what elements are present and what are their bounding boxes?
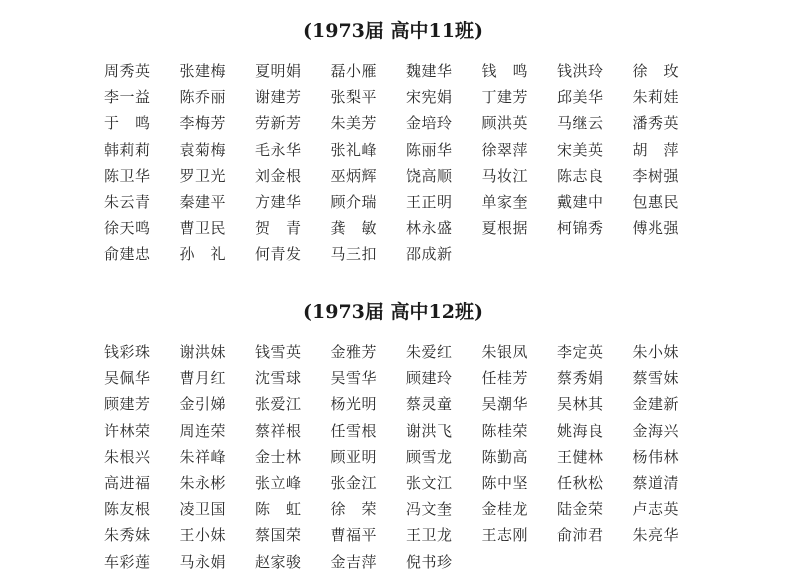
student-name: 刘金根 bbox=[255, 166, 302, 185]
student-name: 朱爱红 bbox=[406, 343, 453, 361]
student-name: 贺 青 bbox=[255, 219, 302, 238]
student-name: 朱亮华 bbox=[632, 526, 680, 545]
student-name: 朱小妹 bbox=[632, 343, 680, 361]
student-name: 潘秀英 bbox=[632, 114, 680, 133]
student-name: 高进福 bbox=[104, 473, 151, 492]
student-name: 凌卫国 bbox=[179, 500, 227, 519]
class-11-title: (1973届 高中11班) bbox=[303, 20, 483, 42]
student-name: 金吉萍 bbox=[330, 552, 378, 571]
student-name: 王志刚 bbox=[481, 526, 529, 545]
student-name: 吴佩华 bbox=[104, 369, 151, 388]
student-name: 韩莉莉 bbox=[104, 140, 151, 159]
student-name: 顾雪龙 bbox=[406, 447, 453, 466]
student-name: 陈 虹 bbox=[255, 500, 302, 519]
student-name: 吴林其 bbox=[557, 395, 604, 414]
student-name: 张建梅 bbox=[179, 62, 227, 80]
student-name: 周连荣 bbox=[179, 421, 227, 440]
student-name: 金士林 bbox=[255, 447, 302, 466]
student-name: 陈卫华 bbox=[104, 166, 151, 185]
student-name: 宋宪娟 bbox=[406, 88, 453, 107]
student-name: 马三扣 bbox=[330, 245, 378, 264]
student-name: 俞沛君 bbox=[557, 526, 604, 545]
student-name: 傅兆强 bbox=[632, 219, 680, 238]
student-name: 陈乔丽 bbox=[179, 88, 227, 107]
class-11-name-grid bbox=[104, 58, 708, 268]
student-name: 金海兴 bbox=[632, 421, 680, 440]
student-name: 张立峰 bbox=[255, 473, 302, 492]
student-name: 俞建忠 bbox=[104, 245, 151, 264]
student-name: 杨伟林 bbox=[632, 447, 680, 466]
student-name: 任秋松 bbox=[557, 473, 604, 492]
student-name: 金桂龙 bbox=[481, 500, 529, 519]
student-name: 巫炳辉 bbox=[330, 166, 378, 185]
student-name: 车彩莲 bbox=[104, 552, 151, 571]
student-name: 倪书珍 bbox=[406, 552, 453, 571]
student-name: 朱莉娃 bbox=[632, 88, 680, 107]
student-name: 曹福平 bbox=[330, 526, 378, 545]
student-name: 任桂芳 bbox=[481, 369, 529, 388]
student-name: 张爱江 bbox=[255, 395, 302, 414]
student-name: 钱 鸣 bbox=[481, 62, 529, 80]
student-name: 陈友根 bbox=[104, 500, 151, 519]
student-name: 宋美英 bbox=[557, 140, 604, 159]
student-name: 何青发 bbox=[255, 245, 302, 264]
student-name: 姚海良 bbox=[557, 421, 604, 440]
student-name: 吴潮华 bbox=[481, 395, 529, 414]
student-name: 顾洪英 bbox=[481, 114, 529, 133]
student-name: 马妆江 bbox=[481, 166, 529, 185]
student-name: 李一益 bbox=[104, 88, 151, 107]
student-name: 李定英 bbox=[557, 343, 604, 361]
student-name: 陈志良 bbox=[557, 166, 604, 185]
student-name: 陆金荣 bbox=[557, 500, 604, 519]
student-name: 张金江 bbox=[330, 473, 378, 492]
student-name: 林永盛 bbox=[406, 219, 453, 238]
student-name: 蔡秀娟 bbox=[557, 369, 604, 388]
student-name: 戴建中 bbox=[557, 192, 604, 211]
student-name: 李梅芳 bbox=[179, 114, 227, 133]
student-name: 徐天鸣 bbox=[104, 219, 151, 238]
student-name: 陈桂荣 bbox=[481, 421, 529, 440]
student-name: 包惠民 bbox=[632, 192, 680, 211]
student-name: 蔡国荣 bbox=[255, 526, 302, 545]
student-name: 曹卫民 bbox=[179, 219, 227, 238]
student-name: 孙 礼 bbox=[179, 245, 227, 264]
student-name: 单家奎 bbox=[481, 192, 529, 211]
student-name: 谢洪飞 bbox=[406, 421, 453, 440]
student-name: 钱雪英 bbox=[255, 343, 302, 361]
student-name: 马继云 bbox=[557, 114, 604, 133]
student-name: 磊小雁 bbox=[330, 62, 378, 80]
student-name: 王正明 bbox=[406, 192, 453, 211]
student-name: 朱银凤 bbox=[481, 343, 529, 361]
student-name: 周秀英 bbox=[104, 62, 151, 80]
student-name: 吴雪华 bbox=[330, 369, 378, 388]
student-name: 邱美华 bbox=[557, 88, 604, 107]
student-name: 谢建芳 bbox=[255, 88, 302, 107]
student-name: 朱永彬 bbox=[179, 473, 227, 492]
student-name: 金引娣 bbox=[179, 395, 227, 414]
student-name: 王卫龙 bbox=[406, 526, 453, 545]
student-name: 沈雪球 bbox=[255, 369, 302, 388]
student-name: 许林荣 bbox=[104, 421, 151, 440]
student-name: 冯文奎 bbox=[406, 500, 453, 519]
student-name: 金建新 bbox=[632, 395, 680, 414]
student-name: 徐 荣 bbox=[330, 500, 378, 519]
student-name: 卢志英 bbox=[632, 500, 680, 519]
student-name: 朱根兴 bbox=[104, 447, 151, 466]
student-name: 陈中坚 bbox=[481, 473, 529, 492]
student-name: 任雪根 bbox=[330, 421, 378, 440]
student-name: 袁菊梅 bbox=[179, 140, 227, 159]
student-name: 马永娟 bbox=[179, 552, 227, 571]
student-name: 魏建华 bbox=[406, 62, 453, 80]
student-name: 蔡祥根 bbox=[255, 421, 302, 440]
student-name: 劳新芳 bbox=[255, 114, 302, 133]
student-name: 杨光明 bbox=[330, 395, 378, 414]
student-name: 柯锦秀 bbox=[557, 219, 604, 238]
student-name: 陈丽华 bbox=[406, 140, 453, 159]
class-12-title: (1973届 高中12班) bbox=[303, 301, 483, 323]
student-name: 顾介瑞 bbox=[330, 192, 378, 211]
student-name: 张礼峰 bbox=[330, 140, 378, 159]
student-name: 蔡道清 bbox=[632, 473, 680, 492]
student-name: 朱祥峰 bbox=[179, 447, 227, 466]
student-name: 蔡灵童 bbox=[406, 395, 453, 414]
student-name: 龚 敏 bbox=[330, 219, 378, 238]
student-name: 邵成新 bbox=[406, 245, 453, 264]
student-name: 钱彩珠 bbox=[104, 343, 151, 361]
student-name: 秦建平 bbox=[179, 192, 227, 211]
student-name: 顾建芳 bbox=[104, 395, 151, 414]
student-name: 方建华 bbox=[255, 192, 302, 211]
student-name: 赵家骏 bbox=[255, 552, 302, 571]
student-name: 张梨平 bbox=[330, 88, 378, 107]
student-name: 朱秀妹 bbox=[104, 526, 151, 545]
student-name: 顾建玲 bbox=[406, 369, 453, 388]
student-name: 于 鸣 bbox=[104, 114, 151, 133]
student-name: 徐 玫 bbox=[632, 62, 680, 80]
student-name: 朱美芳 bbox=[330, 114, 378, 133]
student-name: 金雅芳 bbox=[330, 343, 378, 361]
student-name: 谢洪妹 bbox=[179, 343, 227, 361]
student-name: 王小妹 bbox=[179, 526, 227, 545]
student-name: 金培玲 bbox=[406, 114, 453, 133]
student-name: 胡 萍 bbox=[632, 140, 680, 159]
student-name: 夏根据 bbox=[481, 219, 529, 238]
student-name: 夏明娟 bbox=[255, 62, 302, 80]
student-name: 王健林 bbox=[557, 447, 604, 466]
student-name: 罗卫光 bbox=[179, 166, 227, 185]
student-name: 徐翠萍 bbox=[481, 140, 529, 159]
student-name: 顾亚明 bbox=[330, 447, 378, 466]
student-name: 李树强 bbox=[632, 166, 680, 185]
student-name: 朱云青 bbox=[104, 192, 151, 211]
student-name: 陈勤高 bbox=[481, 447, 529, 466]
student-name: 钱洪玲 bbox=[557, 62, 604, 80]
class-12-name-grid bbox=[104, 339, 708, 575]
student-name: 张文江 bbox=[406, 473, 453, 492]
student-name: 饶高顺 bbox=[406, 166, 453, 185]
student-name: 曹月红 bbox=[179, 369, 227, 388]
student-name: 丁建芳 bbox=[481, 88, 529, 107]
student-name: 毛永华 bbox=[255, 140, 302, 159]
student-name: 蔡雪妹 bbox=[632, 369, 680, 388]
